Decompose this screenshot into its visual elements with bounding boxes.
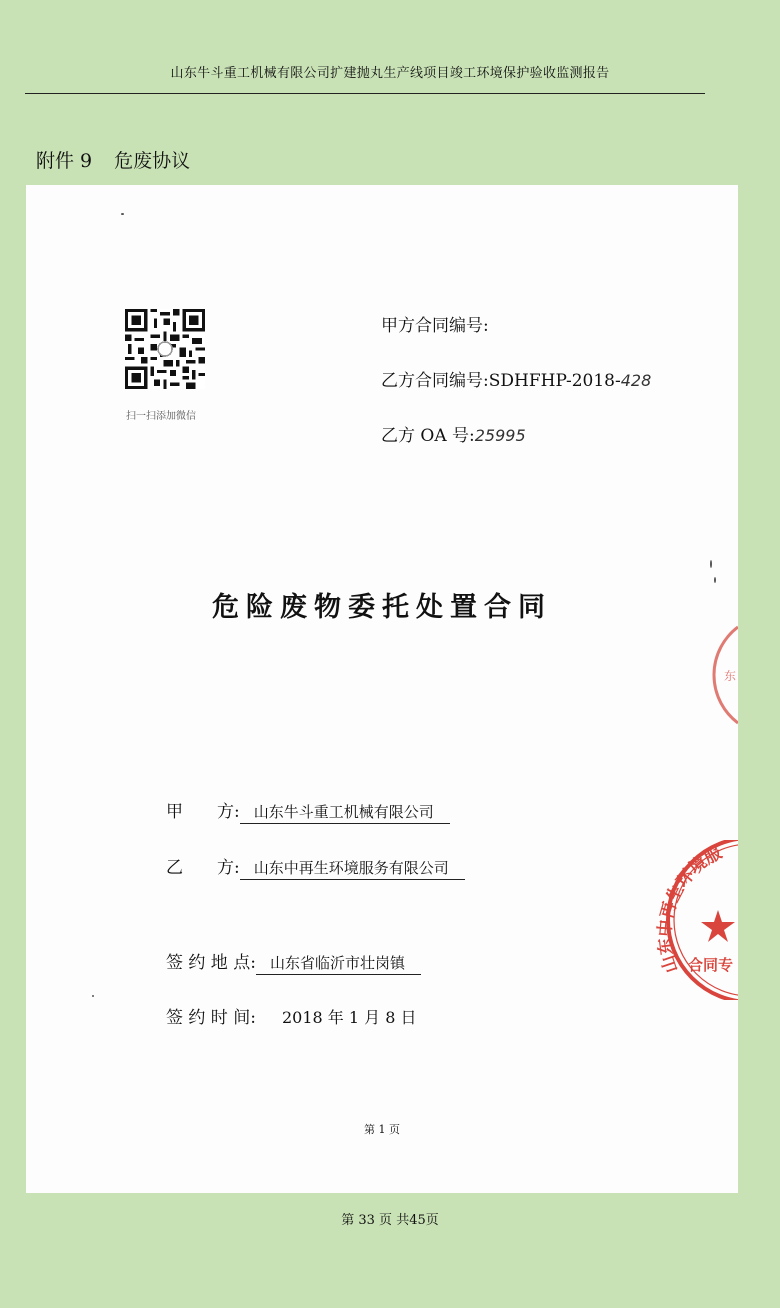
party-a-contract-number-label: 甲方合同编号:	[381, 316, 489, 336]
handwritten-contract-number: 428	[620, 371, 652, 390]
contract-title: 危险废物委托处置合同	[212, 592, 552, 623]
qr-caption: 扫一扫添加微信	[126, 411, 196, 422]
party-a-contract-number	[381, 311, 489, 336]
partial-seal-stamp-icon	[704, 625, 738, 725]
party-b-row	[166, 853, 465, 880]
report-page-footer: 第 33 页 共45页	[341, 1213, 439, 1228]
header-divider	[25, 93, 705, 94]
party-b-contract-number-label: 乙方合同编号:	[381, 371, 489, 391]
attachment-title: 危废协议	[114, 150, 191, 172]
attachment-number: 附件 9	[36, 150, 93, 172]
scan-speck	[714, 577, 716, 583]
party-b-value: 山东中再生环境服务有限公司	[240, 857, 465, 880]
scan-speck	[710, 560, 712, 568]
attachment-heading	[36, 146, 190, 173]
handwritten-oa-number: 25995	[474, 426, 526, 445]
seal-bottom-text: 合同专	[688, 956, 734, 974]
party-a-value: 山东牛斗重工机械有限公司	[240, 801, 450, 824]
scanned-contract-page	[26, 185, 738, 1193]
signing-location-row	[166, 948, 421, 975]
seal-text: 山东中再生环境服	[655, 842, 726, 976]
party-a-row	[166, 797, 450, 824]
party-b-label: 乙 方:	[166, 858, 240, 878]
qr-code-icon	[125, 309, 205, 389]
signing-date-row	[166, 1003, 416, 1028]
scan-speck	[121, 213, 124, 215]
signing-location-label: 签 约 地 点:	[166, 953, 256, 973]
signing-date-value: 2018 年 1 月 8 日	[281, 1008, 417, 1027]
seal-star-icon	[701, 910, 735, 942]
scan-speck	[92, 995, 94, 997]
party-a-label: 甲 方:	[166, 802, 240, 822]
signing-date-label: 签 约 时 间:	[166, 1008, 256, 1028]
party-b-contract-number-value: SDHFHP-2018-	[488, 371, 621, 391]
party-b-oa-label: 乙方 OA 号:	[381, 426, 475, 446]
report-header: 山东牛斗重工机械有限公司扩建抛丸生产线项目竣工环境保护验收监测报告	[170, 66, 610, 81]
svg-text:东: 东	[724, 669, 737, 683]
contract-page-number: 第 1 页	[364, 1123, 400, 1136]
company-seal-stamp	[638, 840, 738, 1000]
party-b-oa-number	[381, 421, 526, 446]
signing-location-value: 山东省临沂市壮岗镇	[256, 952, 421, 975]
party-b-contract-number	[381, 366, 651, 391]
